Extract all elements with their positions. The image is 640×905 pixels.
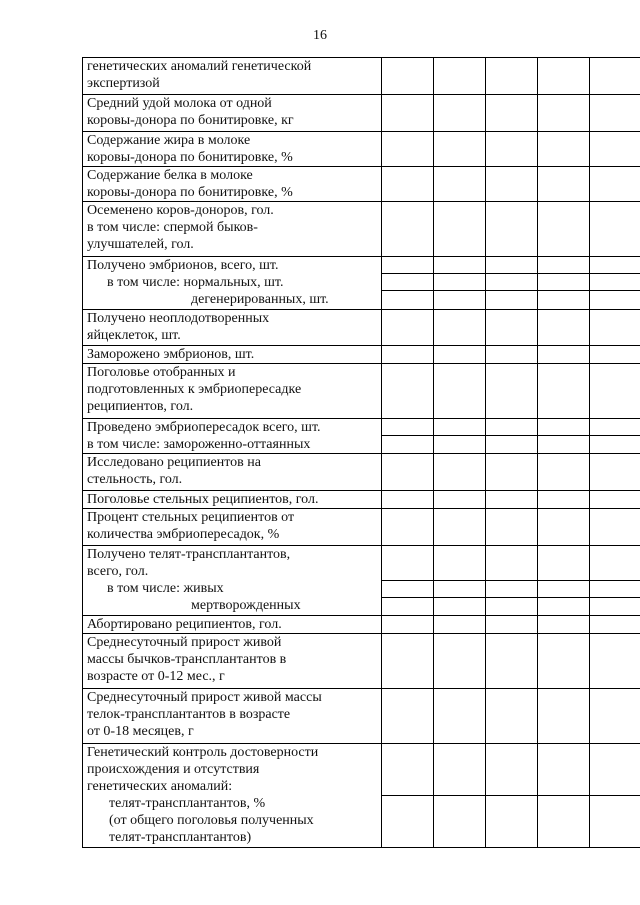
value-cell[interactable] [589,616,640,634]
value-cell[interactable] [433,132,485,167]
value-cell[interactable] [537,95,589,132]
value-cell[interactable] [485,346,537,364]
value-cell[interactable] [485,274,537,291]
row-label: Осеменено коров-доноров, гол. в том числе: спермой быков- улучшателей, гол. [83,202,382,257]
value-cell[interactable] [537,616,589,634]
value-cell[interactable] [485,167,537,202]
value-cell[interactable] [381,454,433,491]
value-cell[interactable] [381,257,433,274]
value-cell[interactable] [589,796,640,848]
value-cell[interactable] [433,689,485,744]
value-cell[interactable] [433,419,485,436]
value-cell[interactable] [589,744,640,796]
value-cell[interactable] [433,796,485,848]
value-cell[interactable] [589,509,640,546]
value-cell[interactable] [589,310,640,346]
value-cell[interactable] [589,257,640,274]
value-cell[interactable] [381,95,433,132]
value-cell[interactable] [433,291,485,310]
value-cell[interactable] [381,346,433,364]
value-cell[interactable] [537,310,589,346]
value-cell[interactable] [433,616,485,634]
value-cell[interactable] [433,581,485,598]
value-cell[interactable] [381,509,433,546]
value-cell[interactable] [537,274,589,291]
value-cell[interactable] [537,346,589,364]
value-cell[interactable] [381,132,433,167]
value-cell[interactable] [485,546,537,581]
value-cell[interactable] [381,796,433,848]
value-cell[interactable] [537,509,589,546]
value-cell[interactable] [381,744,433,796]
value-cell[interactable] [433,95,485,132]
value-cell[interactable] [381,616,433,634]
value-cell[interactable] [433,436,485,454]
value-cell[interactable] [589,454,640,491]
data-table [82,57,640,848]
row-label: Поголовье стельных реципиентов, гол. [83,491,382,509]
row-label: Получено неоплодотворенных яйцеклеток, шт. [83,310,382,346]
value-cell[interactable] [589,167,640,202]
value-cell[interactable] [381,167,433,202]
row-label: Абортировано реципиентов, гол. [83,616,382,634]
table-row [83,58,640,95]
value-cell[interactable] [589,291,640,310]
value-cell[interactable] [589,202,640,257]
value-cell[interactable] [537,58,589,95]
row-label: Исследовано реципиентов на стельность, гол. [83,454,382,491]
value-cell[interactable] [485,454,537,491]
value-cell[interactable] [589,598,640,616]
value-cell[interactable] [589,132,640,167]
table-row [83,491,640,509]
table-row [83,744,640,796]
value-cell[interactable] [485,616,537,634]
table-row [83,346,640,364]
value-cell[interactable] [381,436,433,454]
value-cell[interactable] [485,202,537,257]
value-cell[interactable] [589,491,640,509]
value-cell[interactable] [485,364,537,419]
table-row [83,509,640,546]
value-cell[interactable] [537,291,589,310]
row-label: Среднесуточный прирост живой массы бычков-трансплантантов в возрасте от 0-12 мес., г [83,634,382,689]
value-cell[interactable] [381,634,433,689]
table-row [83,546,640,581]
table-row [83,616,640,634]
value-cell[interactable] [433,58,485,95]
value-cell[interactable] [485,796,537,848]
value-cell[interactable] [537,202,589,257]
value-cell[interactable] [433,744,485,796]
value-cell[interactable] [433,202,485,257]
table-row [83,132,640,167]
table-row [83,634,640,689]
value-cell[interactable] [381,689,433,744]
value-cell[interactable] [485,689,537,744]
table-row [83,310,640,346]
value-cell[interactable] [433,167,485,202]
value-cell[interactable] [537,546,589,581]
value-cell[interactable] [433,509,485,546]
row-label: Процент стельных реципиентов от количества эмбриопересадок, % [83,509,382,546]
value-cell[interactable] [589,274,640,291]
value-cell[interactable] [485,598,537,616]
value-cell[interactable] [485,310,537,346]
value-cell[interactable] [381,364,433,419]
value-cell[interactable] [589,546,640,581]
value-cell[interactable] [485,257,537,274]
row-label: Получено эмбрионов, всего, шт. в том числе: нормальных, шт. дегенерированных, шт. [83,257,382,310]
value-cell[interactable] [537,796,589,848]
value-cell[interactable] [589,346,640,364]
value-cell[interactable] [433,310,485,346]
row-label: Средний удой молока от одной коровы-донора по бонитировке, кг [83,95,382,132]
table-row [83,419,640,436]
value-cell[interactable] [537,598,589,616]
table-row [83,454,640,491]
page-number: 16 [313,28,327,43]
value-cell[interactable] [381,202,433,257]
value-cell[interactable] [485,634,537,689]
value-cell[interactable] [433,454,485,491]
table-row [83,202,640,257]
value-cell[interactable] [537,581,589,598]
value-cell[interactable] [589,634,640,689]
row-label: Генетический контроль достоверности происхождения и отсутствия генетических аномалий: телят-трансплантантов, % (от общего поголовья полученных телят-трансплантантов) [83,744,382,848]
value-cell[interactable] [537,132,589,167]
value-cell[interactable] [381,274,433,291]
value-cell[interactable] [433,346,485,364]
row-label: Содержание белка в молоке коровы-донора по бонитировке, % [83,167,382,202]
value-cell[interactable] [537,689,589,744]
row-label: Поголовье отобранных и подготовленных к эмбриопересадке реципиентов, гол. [83,364,382,419]
value-cell[interactable] [485,509,537,546]
value-cell[interactable] [589,58,640,95]
row-label: Среднесуточный прирост живой массы телок-трансплантантов в возрасте от 0-18 месяцев, г [83,689,382,744]
value-cell[interactable] [485,291,537,310]
value-cell[interactable] [485,744,537,796]
value-cell[interactable] [537,744,589,796]
row-label: Заморожено эмбрионов, шт. [83,346,382,364]
value-cell[interactable] [589,95,640,132]
value-cell[interactable] [537,454,589,491]
table-row [83,364,640,419]
value-cell[interactable] [381,581,433,598]
table-row [83,95,640,132]
value-cell[interactable] [537,364,589,419]
value-cell[interactable] [485,436,537,454]
row-label: генетических аномалий генетической экспертизой [83,58,382,95]
value-cell[interactable] [485,491,537,509]
value-cell[interactable] [485,95,537,132]
value-cell[interactable] [537,257,589,274]
value-cell[interactable] [537,436,589,454]
value-cell[interactable] [433,634,485,689]
value-cell[interactable] [589,436,640,454]
value-cell[interactable] [589,419,640,436]
value-cell[interactable] [537,167,589,202]
value-cell[interactable] [381,419,433,436]
row-label: Получено телят-трансплантантов, всего, гол. в том числе: живых мертворожденных [83,546,382,616]
value-cell[interactable] [381,58,433,95]
value-cell[interactable] [537,491,589,509]
value-cell[interactable] [381,491,433,509]
value-cell[interactable] [433,274,485,291]
table-row [83,257,640,274]
value-cell[interactable] [381,310,433,346]
value-cell[interactable] [433,257,485,274]
value-cell[interactable] [433,546,485,581]
value-cell[interactable] [381,598,433,616]
value-cell[interactable] [433,364,485,419]
table-row [83,689,640,744]
value-cell[interactable] [589,581,640,598]
value-cell[interactable] [485,58,537,95]
value-cell[interactable] [537,419,589,436]
table-row [83,167,640,202]
value-cell[interactable] [537,634,589,689]
value-cell[interactable] [381,291,433,310]
value-cell[interactable] [589,689,640,744]
value-cell[interactable] [589,364,640,419]
row-label: Содержание жира в молоке коровы-донора по бонитировке, % [83,132,382,167]
row-label: Проведено эмбриопересадок всего, шт. в том числе: замороженно-оттаянных [83,419,382,454]
value-cell[interactable] [485,581,537,598]
value-cell[interactable] [485,419,537,436]
value-cell[interactable] [433,491,485,509]
value-cell[interactable] [433,598,485,616]
value-cell[interactable] [485,132,537,167]
value-cell[interactable] [381,546,433,581]
